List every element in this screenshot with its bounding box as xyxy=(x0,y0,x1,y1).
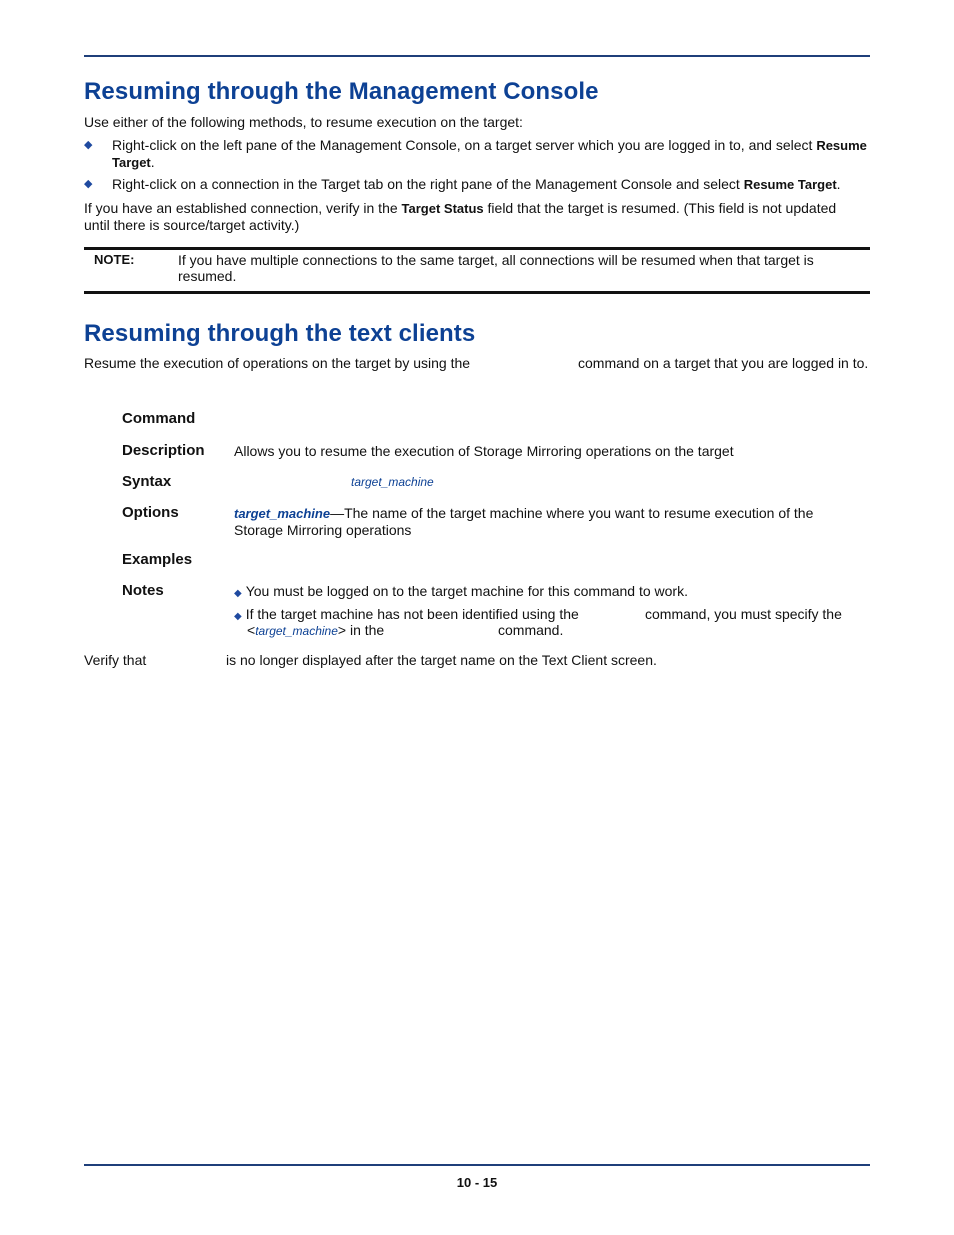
label-notes: Notes xyxy=(122,582,164,599)
note-text: If you have multiple connections to the same target, all connections will be resumed when that target is resumed. xyxy=(178,252,814,284)
verify-text-start: Verify that xyxy=(84,652,147,668)
top-rule xyxy=(84,55,870,57)
notes-item-2: ◆ If the target machine has not been identified using the xyxy=(234,606,579,622)
diamond-bullet-icon: ◆ xyxy=(84,178,93,190)
bullet-item-2: Right-click on a connection in the Target tab on the right pane of the Management Console and select Resume Target. xyxy=(112,176,841,192)
diamond-bullet-icon: ◆ xyxy=(84,139,93,151)
notes-item-2-line2: <target_machine> in the xyxy=(247,622,385,638)
label-description: Description xyxy=(122,442,205,459)
notes-item-2-command: command. xyxy=(498,622,564,638)
heading-management-console: Resuming through the Management Console xyxy=(84,78,599,105)
description-text: Allows you to resume the execution of Storage Mirroring operations on the target xyxy=(234,443,734,459)
label-syntax: Syntax xyxy=(122,473,172,490)
diamond-bullet-icon: ◆ xyxy=(234,611,242,622)
heading-text-clients: Resuming through the text clients xyxy=(84,320,476,347)
label-examples: Examples xyxy=(122,551,193,568)
notes-item-1: ◆ You must be logged on to the target machine for this command to work. xyxy=(234,583,688,599)
text-clients-intro-end: command on a target that you are logged in to. xyxy=(578,355,869,371)
text-clients-intro-start: Resume the execution of operations on the target by using the xyxy=(84,355,471,371)
bottom-rule xyxy=(84,1164,870,1166)
options-text: target_machine—The name of the target machine where you want to resume execution of the Storage Mirroring operations xyxy=(234,505,814,538)
notes-item-2-continued: command, you must specify the xyxy=(645,606,842,622)
verify-text-end: is no longer displayed after the target name on the Text Client screen. xyxy=(226,652,657,668)
page-number: 10 - 15 xyxy=(456,1175,498,1190)
label-options: Options xyxy=(122,504,179,521)
note-bottom-rule xyxy=(84,291,870,294)
status-paragraph: If you have an established connection, verify in the Target Status field that the target is resumed. (This field is not updated until there is source/target activity.) xyxy=(84,200,837,233)
intro-text: Use either of the following methods, to resume execution on the target: xyxy=(84,114,523,130)
bullet-item-1: Right-click on the left pane of the Management Console, on a target server which you are logged in to, and select Resume Target. xyxy=(112,137,867,170)
syntax-argument: target_machine xyxy=(351,475,434,489)
label-command: Command xyxy=(122,410,196,427)
note-top-rule xyxy=(84,247,870,250)
diamond-bullet-icon: ◆ xyxy=(234,588,242,599)
note-label: NOTE: xyxy=(94,252,135,267)
